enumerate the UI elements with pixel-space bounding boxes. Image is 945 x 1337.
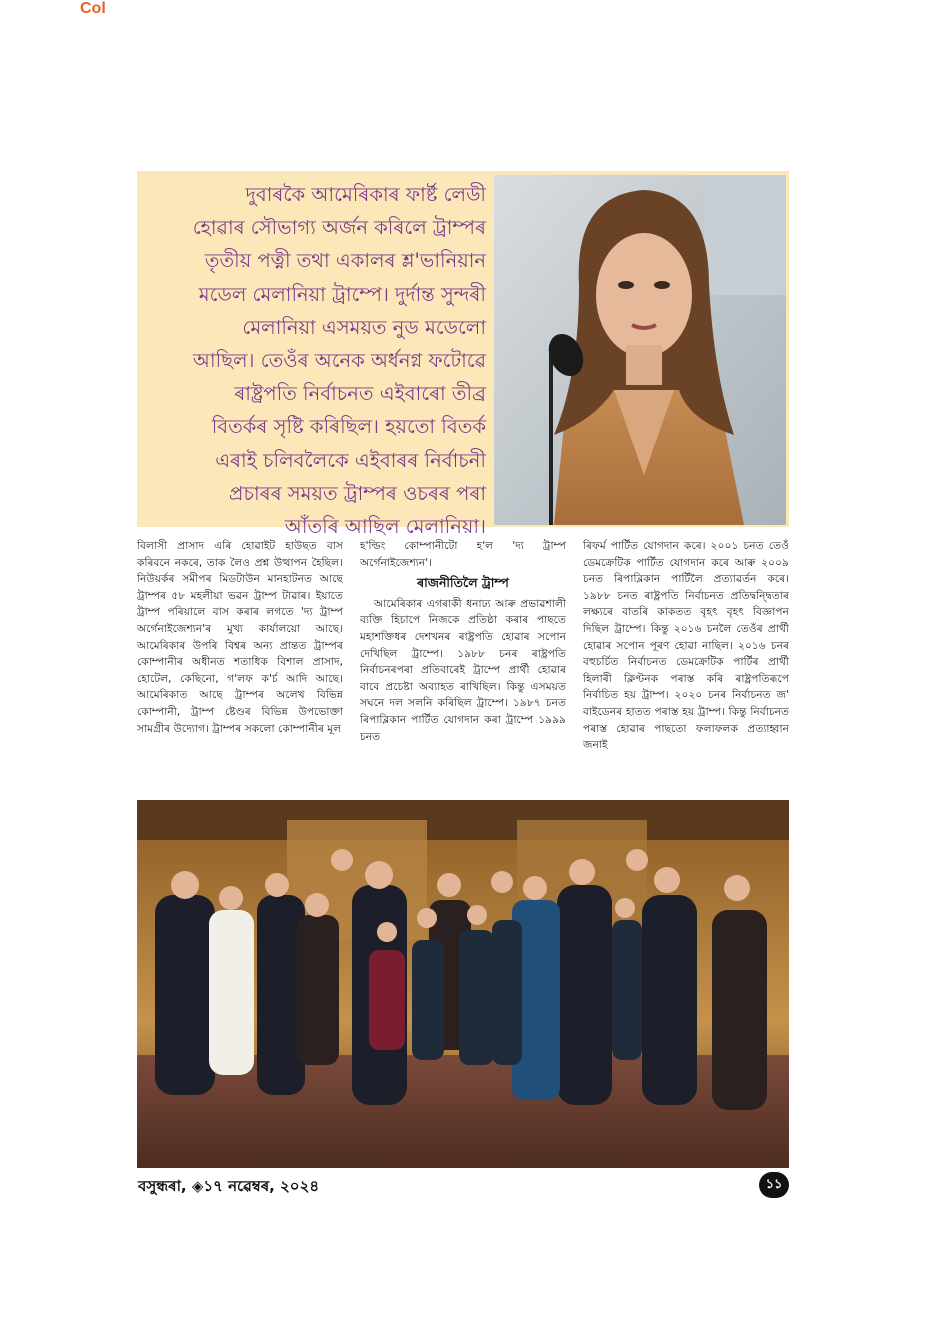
family-group-photo (137, 800, 789, 1168)
column-1-text: বিলাসী প্ৰাসাদ এৰি হোৱাইট হাউছত বাস কৰিবনে নকৰে, তাক লৈও প্ৰশ্ন উত্থাপন হৈছিল। নিউয়ৰ্কৰ সমীপৰ মিডটাউন মানহাটনত আছে ট্ৰাম্পৰ ৫৮ মহলীয়া ভৱন ট্ৰাম্প টাৱাৰ। ইয়াতে ট্ৰাম্প পৰিয়ালে বাস কৰাৰ লগতে 'দ্য ট্ৰাম্প অৰ্গেনাইজেশ্যন'ৰ মুখ্য কাৰ্যালয়ো আছে। আমেৰিকাৰ উপৰি বিশ্বৰ অন্য প্ৰান্তত ট্ৰাম্পৰ কোম্পানীৰ অধীনত শতাধিক বিশাল প্ৰাসাদ, হোটেল, কেছিনো, গ'লফ ক'ৰ্চ আদি আছে। আমেৰিকাত আছে ট্ৰাম্পৰ অলেখ বিভিন্ন কোম্পানী, ট্ৰাম্প ষ্টেণ্ডৰ বিভিন্ন উপভোক্তা সামগ্ৰীৰ উদ্যোগ। ট্ৰাম্পৰ সকলো কোম্পানীৰ মূল (137, 539, 343, 735)
pull-quote: দুবাৰকৈ আমেৰিকাৰ ফাৰ্ষ্ট লেডী হোৱাৰ সৌভাগ্য অৰ্জন কৰিলে ট্ৰাম্পৰ তৃতীয় পত্নী তথা একালৰ শ্ল'ভানিয়ান মডেল মেলানিয়া ট্ৰাম্পে। দুৰ্দান্ত সুন্দৰী মেলানিয়া এসময়ত নুড মডেলো আছিল। তেওঁৰ অনেক অৰ্ধনগ্ন ফটোৱে ৰাষ্ট্ৰপতি নিৰ্বাচনত এইবাৰো তীব্ৰ বিতৰ্কৰ সৃষ্টি কৰিছিল। হয়তো বিতৰ্ক এৰাই চলিবলৈকে এইবাৰৰ নিৰ্বাচনী প্ৰচাৰৰ সময়ত ট্ৰাম্পৰ ওচৰৰ পৰা আঁতৰি আছিল মেলানিয়া। (192, 183, 486, 539)
article-column-1 (137, 538, 343, 796)
portrait-photo (494, 175, 786, 525)
page-number: ১১ (765, 1176, 783, 1192)
article-column-3 (583, 538, 789, 796)
article-column-2 (360, 538, 566, 796)
section-heading: ৰাজনীতিলৈ ট্ৰাম্প (417, 575, 509, 591)
page-number-badge (759, 1172, 789, 1198)
publication-footer: বসুন্ধৰা, ◈১৭ নৱেম্বৰ, ২০২৪ (138, 1177, 320, 1195)
corner-label: Col (80, 0, 106, 17)
column-2-text: আমেৰিকাৰ এগৰাকী ধনাঢ্য আৰু প্ৰভাৱশালী ব্যক্তি হিচাপে নিজকে প্ৰতিষ্ঠা কৰাৰ পাছতে মহাশক্তিধৰ দেশখনৰ ৰাষ্ট্ৰপতি হোৱাৰ সপোন দেখিছিল ট্ৰাম্পে। ১৯৮৮ চনৰ ৰাষ্ট্ৰপতি নিৰ্বাচনৰপৰা প্ৰতিবাৰেই ট্ৰাম্পে প্ৰাৰ্থী হোৱাৰ বাবে প্ৰচেষ্টা অব্যাহত ৰাখিছিল। কিন্তু এসময়ত সঘনে দল সলনি কৰিছিল ট্ৰাম্পে। ১৯৮৭ চনত ৰিপাব্লিকান পাৰ্টিত যোগদান কৰা ট্ৰাম্পে ১৯৯৯ চনত (360, 596, 566, 743)
article-columns (137, 538, 789, 796)
column-2-intro: হ'ল্ডিং কোম্পানীটো হ'ল 'দ্য ট্ৰাম্প অৰ্গেনাইজেশ্যন'। (360, 539, 566, 569)
column-3-text: ৰিফৰ্ম পাৰ্টিত যোগদান কৰে। ২০০১ চনত তেওঁ ডেমক্ৰেটিক পাৰ্টিত যোগদান কৰে আৰু ২০০৯ চনত ৰিপাব্লিকান পাৰ্টিলৈ প্ৰত্যাৱৰ্তন কৰে। ১৯৮৮ চনত ৰাষ্ট্ৰপতি নিৰ্বাচনত প্ৰতিদ্বন্দ্বিতাৰ লক্ষ্যৰে বাতৰি কাকতত বৃহৎ বৃহৎ বিজ্ঞাপন দিছিল ট্ৰাম্পে। কিন্তু ২০১৬ চনলৈ তেওঁৰ প্ৰাৰ্থী হোৱাৰ সপোন পূৰণ হোৱা নাছিল। ২০১৬ চনৰ বহুচৰ্চিত নিৰ্বাচনত ডেমক্ৰেটিক পাৰ্টিৰ প্ৰাৰ্থী হিলাৰী ক্লিণ্টনক পৰাস্ত কৰি ৰাষ্ট্ৰপতিৰূপে নিৰ্বাচিত হয় ট্ৰাম্প। ২০২০ চনৰ নিৰ্বাচনত জ' বাইডেনৰ হাতত পৰাস্ত হয় ট্ৰাম্প। কিন্তু নিৰ্বাচনত পৰাস্ত হোৱাৰ পাছতো ফলাফলক প্ৰত্যাহ্বান জনাই (583, 539, 789, 752)
